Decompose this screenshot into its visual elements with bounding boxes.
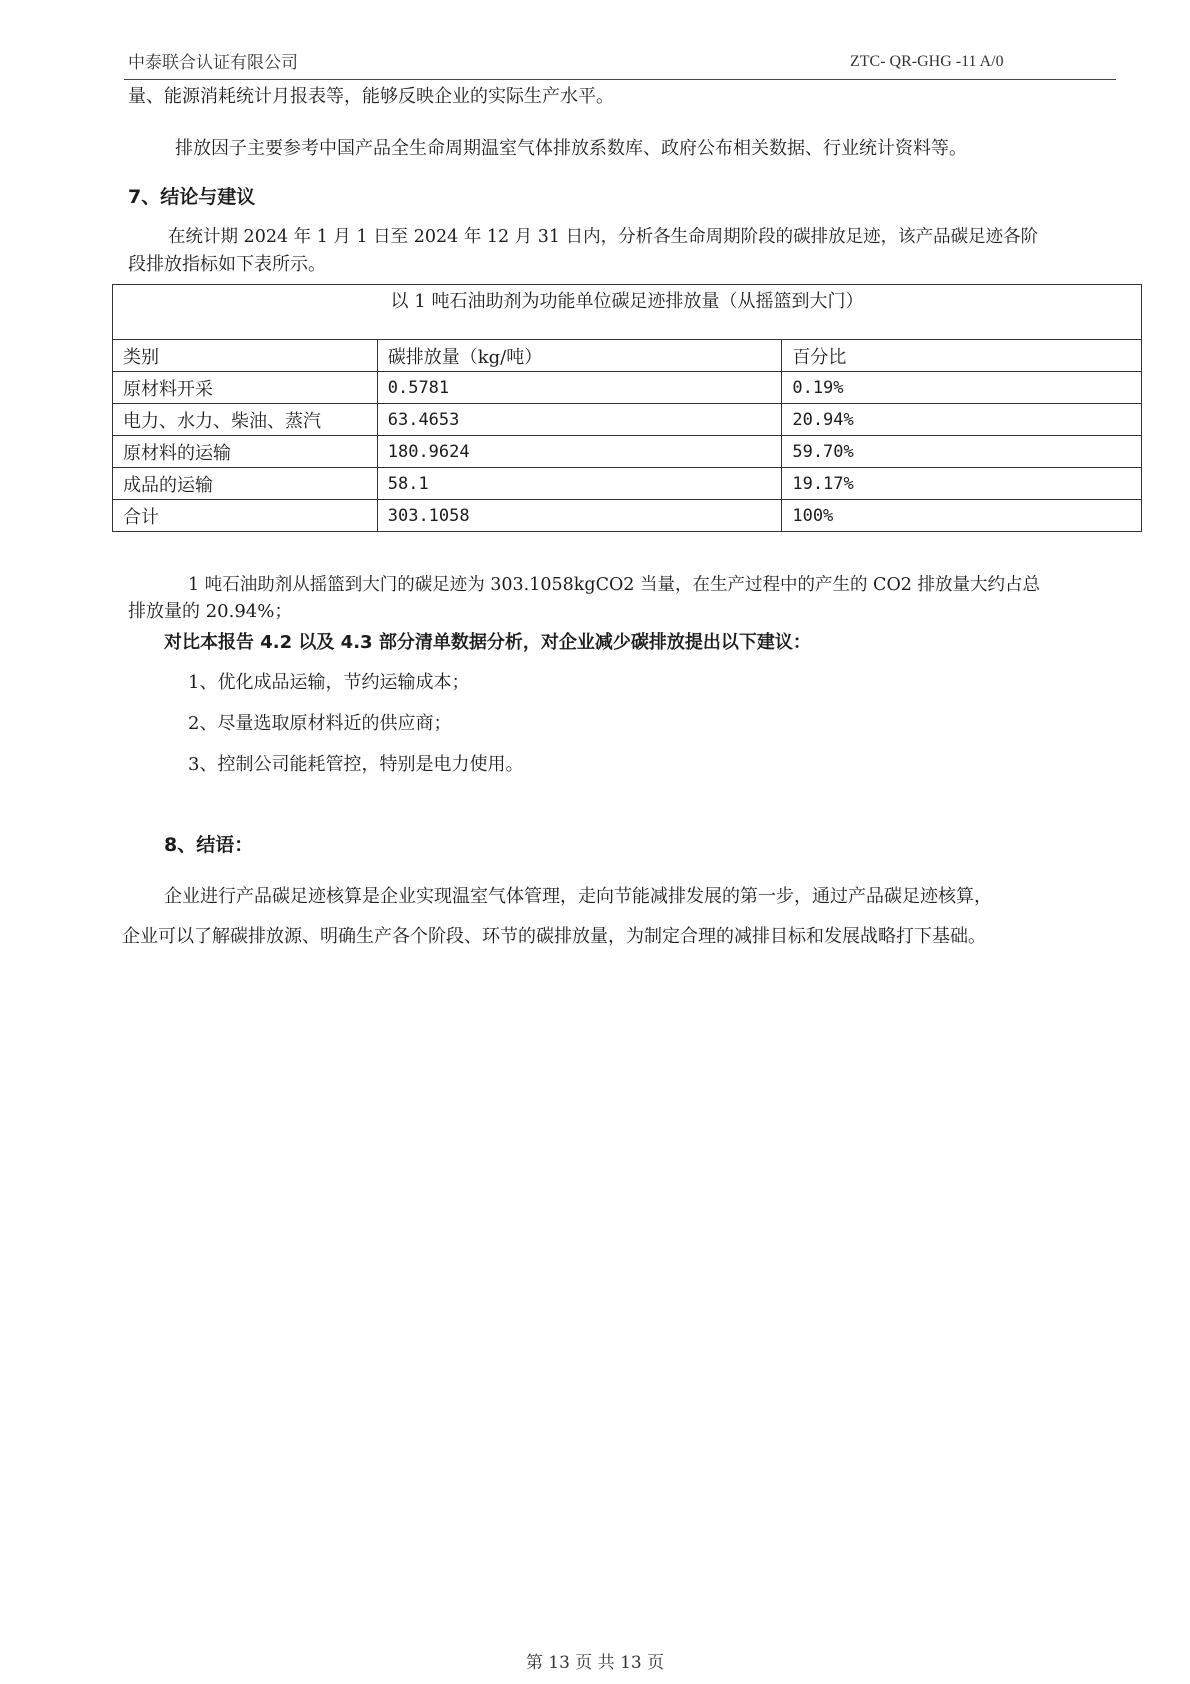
percentage-cell: 59.70%: [782, 436, 1142, 468]
column-header-emission: 碳排放量（kg/吨）: [377, 340, 782, 372]
percentage-cell: 20.94%: [782, 404, 1142, 436]
column-header-category: 类别: [113, 340, 378, 372]
summary-line-1: 1 吨石油助剂从摇篮到大门的碳足迹为 303.1058kgCO2 当量，在生产过程中的产生的 CO2 排放量大约占总: [188, 575, 1040, 595]
section-8-title: 8、结语：: [164, 834, 254, 856]
emission-cell: 63.4653: [377, 404, 782, 436]
emission-cell: 58.1: [377, 468, 782, 500]
page-number: 第 13 页 共 13 页: [525, 1653, 665, 1673]
percentage-cell: 19.17%: [782, 468, 1142, 500]
suggestions-lead: 对比本报告 4.2 以及 4.3 部分清单数据分析，对企业减少碳排放提出以下建议：: [164, 632, 811, 653]
section-7-para-line-2: 段排放指标如下表所示。: [128, 254, 326, 275]
document-code: ZTC- QR-GHG -11 A/0: [850, 53, 1004, 70]
header-divider: [124, 79, 1116, 80]
table-header-row: [113, 340, 1142, 372]
suggestion-item-1: 1、优化成品运输，节约运输成本；: [188, 672, 470, 693]
section-7-para-line-1: 在统计期 2024 年 1 月 1 日至 2024 年 12 月 31 日内，分析各生命周期阶段的碳排放足迹，该产品碳足迹各阶: [168, 227, 1039, 247]
table-row: [113, 436, 1142, 468]
category-cell: 成品的运输: [113, 468, 378, 500]
table-caption: 以 1 吨石油助剂为功能单位碳足迹排放量（从摇篮到大门）: [113, 285, 1142, 340]
percentage-cell: 0.19%: [782, 372, 1142, 404]
table-row: [113, 372, 1142, 404]
emission-cell: 303.1058: [377, 500, 782, 532]
intro-line-1: 量、能源消耗统计月报表等，能够反映企业的实际生产水平。: [128, 86, 614, 107]
suggestion-item-3: 3、控制公司能耗管控，特别是电力使用。: [188, 754, 524, 775]
emission-cell: 0.5781: [377, 372, 782, 404]
table-total-row: [113, 500, 1142, 532]
suggestion-item-2: 2、尽量选取原材料近的供应商；: [188, 713, 452, 734]
percentage-cell: 100%: [782, 500, 1142, 532]
category-cell: 原材料的运输: [113, 436, 378, 468]
carbon-footprint-table: [112, 284, 1142, 532]
table-caption-row: [113, 285, 1142, 340]
section-8-line-1: 企业进行产品碳足迹核算是企业实现温室气体管理，走向节能减排发展的第一步，通过产品碳足迹核算，: [164, 886, 992, 907]
summary-line-2: 排放量的 20.94%；: [128, 601, 293, 622]
column-header-percentage: 百分比: [782, 340, 1142, 372]
table-row: [113, 468, 1142, 500]
company-name: 中泰联合认证有限公司: [128, 53, 298, 73]
category-cell: 合计: [113, 500, 378, 532]
section-8-line-2: 企业可以了解碳排放源、明确生产各个阶段、环节的碳排放量，为制定合理的减排目标和发展战略打下基础。: [122, 926, 986, 947]
intro-line-2: 排放因子主要参考中国产品全生命周期温室气体排放系数库、政府公布相关数据、行业统计资料等。: [175, 138, 967, 159]
table-row: [113, 404, 1142, 436]
category-cell: 电力、水力、柴油、蒸汽: [113, 404, 378, 436]
section-7-title: 7、结论与建议: [128, 186, 256, 208]
emission-cell: 180.9624: [377, 436, 782, 468]
category-cell: 原材料开采: [113, 372, 378, 404]
